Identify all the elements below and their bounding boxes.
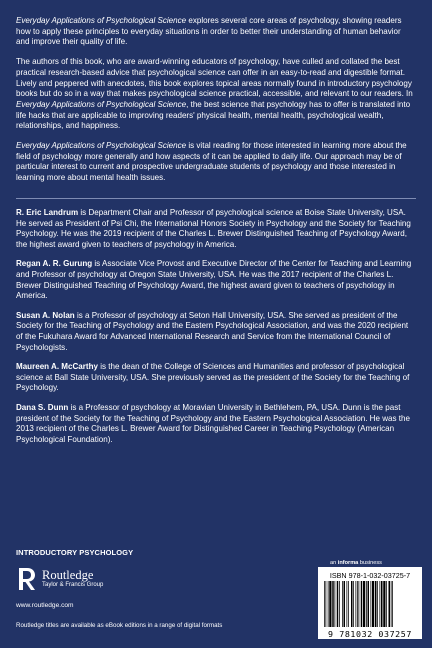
subject-category: INTRODUCTORY PSYCHOLOGY <box>16 548 134 557</box>
author-bio <box>16 403 416 445</box>
barcode-bar <box>366 581 367 627</box>
author-bio <box>16 208 416 250</box>
author-bios <box>16 208 416 454</box>
blurb-paragraph-2 <box>16 57 416 132</box>
barcode-bar <box>381 581 383 627</box>
barcode-bar <box>361 581 363 627</box>
blurb-text: explores several core areas of psychology, showing readers how to apply these principles to everyday situations in order to better their understanding of human behavior and improve their quality of life. <box>16 16 402 47</box>
author-name: Maureen A. McCarthy <box>16 362 98 372</box>
barcode-bar <box>337 581 339 627</box>
barcode-bar <box>386 581 387 627</box>
author-bio-text: is Department Chair and Professor of psychological science at Boise State University, USA. He served as President of Psi Chi, the International Honors Society in Psychology and the Society for Teaching Psychology. He was the 2019 recipient of the Charles L. Brewer Distinguished Teaching of Psychology Award, the highest award given to teachers of psychology in America. <box>16 208 411 249</box>
barcode-bar <box>380 581 381 627</box>
barcode-bar <box>391 581 392 627</box>
barcode-bar <box>377 581 378 627</box>
barcode-bar <box>351 581 353 627</box>
routledge-r-icon <box>16 566 38 592</box>
barcode-bar <box>332 581 334 627</box>
book-title-italic: Everyday Applications of Psychological Science <box>16 16 187 25</box>
isbn-barcode <box>318 567 422 639</box>
author-name: R. Eric Landrum <box>16 208 79 217</box>
barcode-bar <box>324 581 325 627</box>
book-title-italic: Everyday Applications of Psychological Science <box>16 99 187 109</box>
barcode-bar <box>359 581 360 627</box>
barcode-bar <box>344 581 346 627</box>
author-name: Susan A. Nolan <box>16 310 75 320</box>
barcode-bar <box>353 581 354 627</box>
barcode-bar <box>372 581 374 627</box>
barcode-bar <box>328 581 329 627</box>
barcode-bar <box>368 581 370 627</box>
barcode-bar <box>326 581 327 627</box>
author-bio-text: is Associate Vice Provost and Executive Director of the Center for Teaching and Learning and Professor of psychology at Oregon State University, USA. He was the 2017 recipient of the Charles L. Brewer Distinguished Teaching of Psychology Award, the highest award given to teachers of psychology in America. <box>16 259 412 301</box>
author-bio-text: is the dean of the College of Sciences and Humanities and professor of psychological science at Ball State University, USA. She previously served as the president of the Society for the Teaching of Psychology. <box>16 362 410 393</box>
informa-business-label <box>330 560 382 566</box>
blurb-text: , the best science that psychology has to offer is translated into life hacks that are applicable to improving readers' physical health, mental health, psychological wealth, relationships, and happiness. <box>16 99 411 131</box>
barcode-bar <box>348 581 349 627</box>
barcode-bar <box>371 581 372 627</box>
informa-brand: informa <box>337 560 359 566</box>
barcode-bar <box>342 581 343 627</box>
section-divider <box>16 198 416 199</box>
author-bio <box>16 362 416 394</box>
author-bio-text: is a Professor of psychology at Seton Hall University, USA. She served as president of the Society for the Teaching of Psychology and the Eastern Psychological Association, and was the 2020 recipient of the Fukuhara Award for Advanced International Research and Service from the International Council of Psychologists. <box>16 310 409 352</box>
publisher-name: Routledge <box>42 568 94 582</box>
barcode-bar <box>383 581 385 627</box>
informa-suffix: business <box>358 560 382 566</box>
book-title-italic: Everyday Applications of Psychological Science <box>16 141 187 151</box>
publisher-group: Taylor & Francis Group <box>42 582 104 588</box>
author-name: Regan A. R. Gurung <box>16 259 93 269</box>
ebook-note: Routledge titles are available as eBook editions in a range of digital formats <box>16 622 223 629</box>
isbn-number: ISBN 978-1-032-03725-7 <box>329 571 411 580</box>
barcode-bar <box>392 581 393 627</box>
author-bio <box>16 259 416 301</box>
barcode-bar <box>389 581 391 627</box>
publisher-website: www.routledge.com <box>16 602 74 609</box>
barcode-bar <box>357 581 358 627</box>
author-bio-text: is a Professor of psychology at Moravian University in Bethlehem, PA, USA. Dunn is the past president of the Society for the Teaching of Psychology and the Eastern Psychological Association. He was the 2013 recipient of the Charles L. Brewer Award for Distinguished Career in Teaching Psychology (American Psychological Foundation). <box>16 402 410 444</box>
barcode-bar <box>339 581 340 627</box>
book-blurb <box>16 16 416 193</box>
informa-prefix: an <box>330 560 338 566</box>
author-name: Dana S. Dunn <box>16 402 69 412</box>
barcode-bar <box>375 581 377 627</box>
barcode-bar <box>347 581 348 627</box>
barcode-bar <box>363 581 365 627</box>
barcode-digits: 9 781032 037257 <box>328 629 412 639</box>
barcode-bar <box>356 581 357 627</box>
blurb-text: The authors of this book, who are award-winning educators of psychology, have culled and collated the best practical research-based advice that psychological science can offer in an easy-to-read and digestible format. Lively and peppered with anecdotes, this book explores topical areas normally found in introductory psychology books but do so in a way that makes psychological science practical, accessible, and relevant to our readers. In <box>16 57 413 99</box>
blurb-paragraph-3 <box>16 141 416 184</box>
barcode-bar <box>329 581 331 627</box>
barcode-bars <box>324 581 416 629</box>
barcode-bar <box>335 581 336 627</box>
author-bio <box>16 311 416 353</box>
publisher-logo <box>16 566 103 592</box>
blurb-paragraph-1 <box>16 16 416 48</box>
blurb-text: is vital reading for those interested in learning more about the field of psychology more generally and how aspects of it can be applied to daily life. Our approach may be of particular interest to current and prospective undergraduate students of psychology and those interested in learning more about mental health issues. <box>16 141 407 183</box>
publisher-wordmark <box>42 569 103 589</box>
